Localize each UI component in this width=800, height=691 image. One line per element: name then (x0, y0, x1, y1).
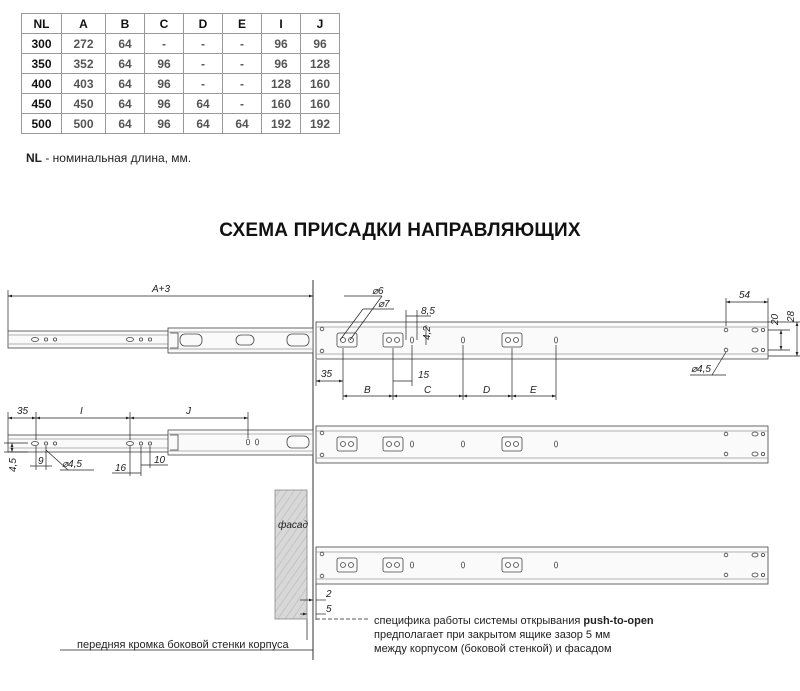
front-edge-label: передняя кромка боковой стенки корпуса (77, 639, 289, 651)
cell-b: 64 (106, 74, 145, 94)
cell-a: 352 (62, 54, 106, 74)
dim-diameter-4-5-left: ⌀4,5 (62, 459, 82, 470)
dim-35-top: 35 (321, 369, 333, 380)
dim-diameter-4-5-right: ⌀4,5 (691, 364, 711, 375)
push-note-line-3: между корпусом (боковой стенкой) и фасадом (374, 643, 612, 655)
dim-4-5-side: 4,5 (8, 458, 19, 472)
nl-note-text: - номинальная длина, мм. (42, 151, 192, 165)
dim-a-plus-3: A+3 (152, 284, 171, 295)
cell-j: 160 (301, 74, 340, 94)
header-e: E (223, 14, 262, 34)
cell-e: - (223, 74, 262, 94)
cell-j: 192 (301, 114, 340, 134)
cell-d: - (184, 34, 223, 54)
header-i: I (262, 14, 301, 34)
dim-8-5: 8,5 (421, 306, 435, 317)
cell-i: 96 (262, 34, 301, 54)
dim-4-2: 4,2 (422, 326, 433, 340)
dim-e: E (530, 385, 537, 396)
cell-c: - (145, 34, 184, 54)
dim-diameter-7: ⌀7 (378, 299, 390, 310)
push-note-bold: push-to-open (583, 615, 654, 627)
dim-diameter-6: ⌀6 (372, 286, 384, 297)
cell-d: - (184, 54, 223, 74)
cell-b: 64 (106, 54, 145, 74)
cell-j: 128 (301, 54, 340, 74)
dim-20: 20 (770, 313, 781, 325)
cell-c: 96 (145, 74, 184, 94)
rail-top (8, 322, 768, 359)
facade-label: фасад (278, 520, 309, 531)
dim-28: 28 (786, 310, 797, 322)
dim-b: B (364, 385, 371, 396)
cell-b: 64 (106, 94, 145, 114)
cell-b: 64 (106, 34, 145, 54)
push-note-line-1 (374, 614, 654, 628)
cell-e: - (223, 34, 262, 54)
dim-15: 15 (418, 370, 430, 381)
dim-9: 9 (38, 456, 44, 467)
cell-i: 192 (262, 114, 301, 134)
rail-middle (8, 426, 768, 463)
header-c: C (145, 14, 184, 34)
diagram-title: СХЕМА ПРИСАДКИ НАПРАВЛЯЮЩИХ (219, 220, 581, 241)
cell-b: 64 (106, 114, 145, 134)
cell-d: 64 (184, 94, 223, 114)
dim-16: 16 (115, 463, 127, 474)
header-nl: NL (22, 14, 62, 34)
cell-a: 272 (62, 34, 106, 54)
dim-54: 54 (739, 290, 751, 301)
dim-2: 2 (326, 589, 332, 600)
dim-10: 10 (154, 455, 166, 466)
cell-j: 96 (301, 34, 340, 54)
dim-35-mid: 35 (17, 406, 29, 417)
nl-note-abbr: NL (26, 151, 42, 165)
dim-c: C (424, 385, 432, 396)
cell-d: 64 (184, 114, 223, 134)
header-b: B (106, 14, 145, 34)
cell-i: 160 (262, 94, 301, 114)
cell-e: - (223, 54, 262, 74)
cell-j: 160 (301, 94, 340, 114)
header-d: D (184, 14, 223, 34)
cell-c: 96 (145, 114, 184, 134)
dim-i: I (80, 406, 83, 417)
cell-e: - (223, 94, 262, 114)
cell-c: 96 (145, 94, 184, 114)
cell-a: 403 (62, 74, 106, 94)
rail-bottom (316, 547, 768, 584)
dim-j: J (186, 406, 191, 417)
push-note-prefix: специфика работы системы открывания (374, 615, 584, 627)
cell-i: 128 (262, 74, 301, 94)
cell-nl: 300 (22, 34, 62, 54)
cell-nl: 500 (22, 114, 62, 134)
cell-nl: 350 (22, 54, 62, 74)
cell-e: 64 (223, 114, 262, 134)
cell-c: 96 (145, 54, 184, 74)
cell-i: 96 (262, 54, 301, 74)
cell-nl: 400 (22, 74, 62, 94)
cell-nl: 450 (22, 94, 62, 114)
header-j: J (301, 14, 340, 34)
dim-5: 5 (326, 604, 332, 615)
cell-a: 500 (62, 114, 106, 134)
push-note-line-2: предполагает при закрытом ящике зазор 5 мм (374, 629, 611, 641)
cell-a: 450 (62, 94, 106, 114)
push-to-open-note (374, 614, 654, 656)
cell-d: - (184, 74, 223, 94)
header-a: A (62, 14, 106, 34)
dim-d: D (483, 385, 491, 396)
